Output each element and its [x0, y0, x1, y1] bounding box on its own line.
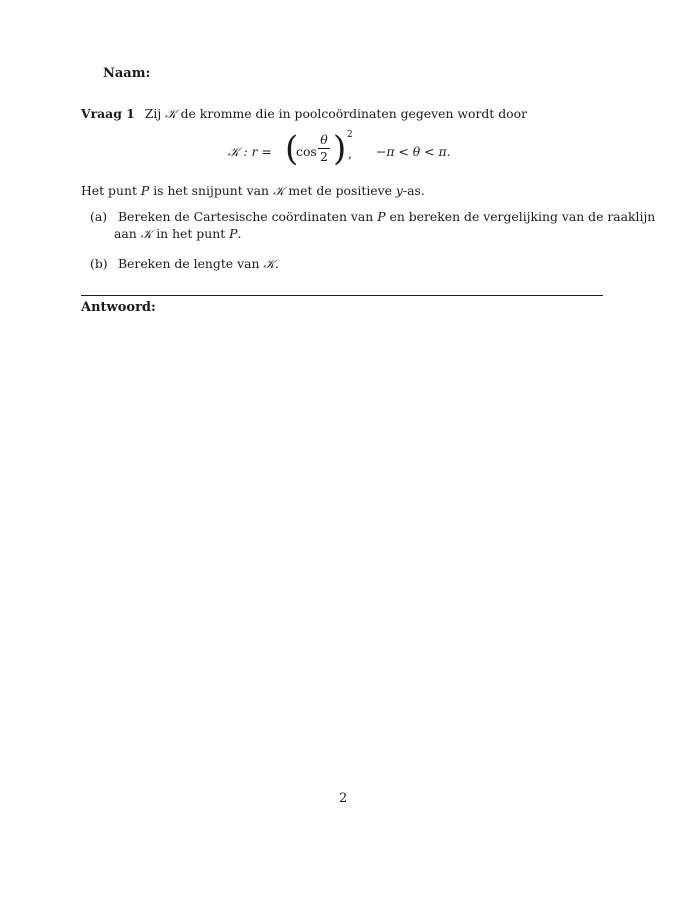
part-a-label: (a)	[90, 209, 108, 224]
point-text-2: is het snijpunt van	[153, 183, 269, 198]
formula-range: −π < θ < π.	[376, 144, 451, 159]
question-intro	[81, 106, 527, 122]
point-symbol: P	[377, 209, 386, 224]
part-b-label: (b)	[90, 256, 108, 271]
formula-cos: cos	[296, 144, 317, 159]
formula-exponent: 2	[347, 130, 353, 140]
formula-denominator: 2	[320, 149, 328, 164]
formula-comma: ,	[348, 146, 352, 161]
horizontal-rule	[81, 295, 603, 296]
curve-symbol: 𝒦	[272, 183, 285, 198]
axis-symbol: y	[395, 183, 403, 198]
part-a-text-3: aan	[114, 226, 137, 241]
curve-symbol: 𝒦	[165, 106, 177, 121]
point-text-1: Het punt	[81, 183, 137, 198]
part-a-text-4: in het punt	[156, 226, 226, 241]
part-a-text-5: .	[237, 226, 242, 241]
part-a-text-2: en bereken de vergelijking van de raaklijn	[389, 209, 656, 224]
part-b-text-1: Bereken de lengte van	[117, 256, 260, 271]
formula-paren-right: )	[333, 129, 347, 169]
answer-label: Antwoord:	[81, 300, 156, 315]
name-label: Naam:	[103, 66, 151, 81]
intro-text-post: de kromme die in poolcoördinaten gegeven wordt door	[180, 106, 528, 121]
part-a-text-1: Bereken de Cartesische coördinaten van	[117, 209, 374, 224]
part-b-line-1	[90, 256, 279, 272]
curve-symbol: 𝒦	[263, 256, 275, 271]
point-symbol: P	[140, 183, 150, 198]
part-a-line-2	[114, 226, 241, 242]
point-symbol: P	[229, 226, 238, 241]
formula-lhs: 𝒦 : r =	[228, 144, 272, 159]
point-sentence	[81, 183, 425, 199]
question-label: Vraag 1	[81, 106, 135, 121]
part-b-text-2: .	[274, 256, 279, 271]
part-a-line-1	[90, 209, 655, 224]
page-number: 2	[339, 791, 348, 806]
curve-symbol: 𝒦	[140, 226, 153, 241]
intro-text-pre: Zij	[144, 106, 162, 121]
point-text-3: met de positieve	[288, 183, 392, 198]
formula-fraction	[318, 133, 330, 164]
point-text-4: -as.	[402, 183, 425, 198]
formula-paren-left: (	[285, 129, 299, 169]
formula-numerator: θ	[320, 132, 328, 147]
